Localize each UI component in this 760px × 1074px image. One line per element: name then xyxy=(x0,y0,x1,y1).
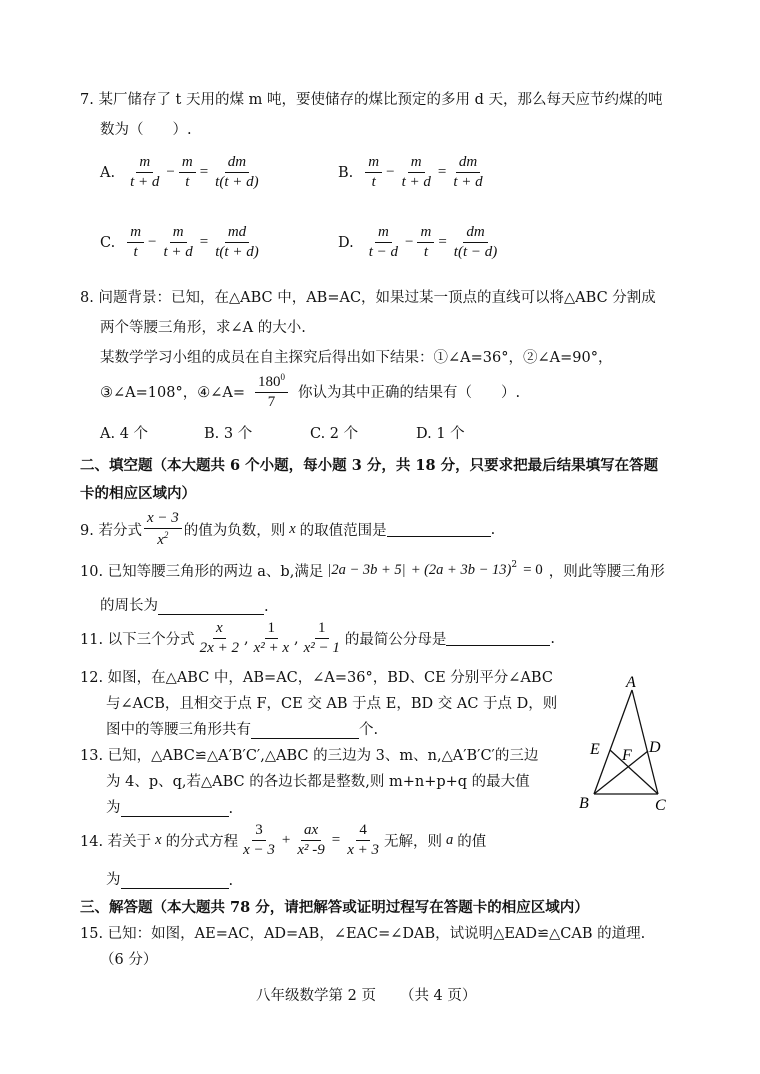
q13-answer-blank[interactable] xyxy=(121,802,229,817)
q8-line1: 8. 问题背景：已知，在△ABC 中，AB=AC，如果过某一顶点的直线可以将△ABC 分割成 xyxy=(80,290,656,306)
q15-line1: 15. 已知：如图，AE=AC，AD=AB，∠EAC=∠DAB，试说明△EAD≌△CAB 的道理. xyxy=(80,926,646,942)
q7-option-a: A. $\frac{m}{t + d}$ − $\frac{m}{t}$ = $\frac{dm}{t(t + d)}$ xyxy=(100,154,264,192)
q14-fraction-3: $\frac{4}{x + 3}$ xyxy=(347,822,380,859)
q7-option-c: C. $\frac{m}{t}$ − $\frac{m}{t + d}$ = $\frac{md}{t(t + d)}$ xyxy=(100,224,264,262)
q10-answer-blank[interactable] xyxy=(158,600,264,615)
page-footer xyxy=(256,984,476,1005)
triangle-figure xyxy=(572,672,682,822)
q12-answer-blank[interactable] xyxy=(251,724,359,739)
q10-line1: 10. 已知等腰三角形的两边 a、b,满足 |2a − 3b + 5| + (2a + 3b − 13) $^2$ = 0 ，则此等腰三角形 xyxy=(80,560,665,580)
vertex-label-a: A xyxy=(626,674,636,691)
q14-line1: 14. 若关于 x 的分式方程 $\frac{3}{x - 3}$ + $\frac{ax}{\text{x² -9}}$ = $\frac{4}{x + 3}$ 无解，则 a 的值 xyxy=(80,822,487,859)
q7-line1: 7. 某厂储存了 t 天用的煤 m 吨，要使储存的煤比预定的多用 d 天，那么每天应节约煤的吨 xyxy=(80,92,663,108)
vertex-label-b: B xyxy=(579,795,589,812)
vertex-label-c: C xyxy=(655,797,666,814)
q13-line1: 13. 已知，△ABC≌△A′B′C′,△ABC 的三边为 3、m、n,△A′B′C′的三边 xyxy=(80,748,539,764)
q11: 11. 以下三个分式 $\frac{x}{2x + 2}$ , $\frac{1}{\text{x² + x}}$ , $\frac{1}{\text{x² − 1}}$ 的最简公分母是 . xyxy=(80,620,555,657)
q7-c-frac2: $\frac{m}{t + d}$ xyxy=(163,224,193,261)
q8-options xyxy=(100,422,465,443)
q11-fraction-2: $\frac{1}{\text{x² + x}}$ xyxy=(253,620,289,657)
section2-heading-line1: 二、填空题（本大题共 6 个小题，每小题 3 分，共 18 分，只要求把最后结果填写在答题 xyxy=(80,457,659,474)
q7-c-frac1: $\frac{m}{t}$ xyxy=(127,224,144,262)
footer-total-pages: （共 4 页） xyxy=(399,988,477,1004)
q7-a-frac3: $\frac{dm}{t(t + d)}$ xyxy=(215,154,259,191)
q14-fraction-1: $\frac{3}{x - 3}$ xyxy=(243,822,275,859)
q12-line2: 与∠ACB，且相交于点 F，CE 交 AB 于点 E，BD 交 AC 于点 D，则 xyxy=(106,696,558,712)
q7-option-c-label: C. xyxy=(100,234,116,251)
vertex-label-e: E xyxy=(590,741,600,758)
q7-option-b-label: B. xyxy=(338,164,354,181)
q8-option-b: B. 3 个 xyxy=(204,426,253,442)
q8-line4: ③∠A=108°，④∠A= $\frac{180^0}{7}$ 你认为其中正确的结果有（ ）. xyxy=(100,372,521,411)
q12-line3: 图中的等腰三角形共有 个. xyxy=(106,722,379,738)
section3-heading: 三、解答题（本大题共 78 分，请把解答或证明过程写在答题卡的相应区域内） xyxy=(80,899,589,916)
q8-option-c: C. 2 个 xyxy=(310,426,359,442)
q7-option-b: B. $\frac{m}{t}$ − $\frac{m}{t + d}$ = $\frac{dm}{t + d}$ xyxy=(338,154,488,192)
q7-d-frac3: $\frac{dm}{t(t - d)}$ xyxy=(453,224,498,261)
q7-a-frac1: $\frac{m}{t + d}$ xyxy=(130,154,160,191)
q14-answer-blank[interactable] xyxy=(121,874,229,889)
q8-option-d: D. 1 个 xyxy=(416,426,465,442)
q11-fraction-3: $\frac{1}{\text{x² − 1}}$ xyxy=(303,620,340,657)
q8-angle-fraction: $\frac{180^0}{7}$ xyxy=(255,372,288,412)
vertex-label-f: F xyxy=(622,747,632,764)
vertex-label-d: D xyxy=(649,739,661,756)
q8-option-a: A. 4 个 xyxy=(100,426,149,442)
q13-line3: 为 . xyxy=(106,800,234,817)
q11-answer-blank[interactable] xyxy=(446,631,550,646)
q13-line2: 为 4、p、q,若△ABC 的各边长都是整数,则 m+n+p+q 的最大值 xyxy=(106,774,530,790)
q7-b-frac3: $\frac{dm}{t + d}$ xyxy=(453,154,483,191)
q8-line2: 两个等腰三角形，求∠A 的大小. xyxy=(100,320,306,336)
q15-line2: （6 分） xyxy=(100,952,158,968)
q9: 9. 若分式 $\frac{x - 3}{x^2}$ 的值为负数，则 x 的取值范围是 . xyxy=(80,510,496,549)
section2-heading-line2: 卡的相应区域内） xyxy=(80,485,196,502)
q7-b-frac1: $\frac{m}{t}$ xyxy=(365,154,382,192)
footer-page-number: 八年级数学第 2 页 xyxy=(256,988,376,1004)
q7-d-frac2: $\frac{m}{t}$ xyxy=(417,224,434,262)
q12-line1: 12. 如图，在△ABC 中，AB=AC，∠A=36°，BD、CE 分别平分∠ABC xyxy=(80,670,553,686)
q8-line3: 某数学学习小组的成员在自主探究后得出如下结果：①∠A=36°，②∠A=90°， xyxy=(100,350,613,366)
q14-line2: 为 . xyxy=(106,872,234,889)
q7-b-frac2: $\frac{m}{t + d}$ xyxy=(401,154,431,191)
q7-c-frac3: $\frac{md}{t(t + d)}$ xyxy=(215,224,259,261)
q7-a-frac2: $\frac{m}{t}$ xyxy=(179,154,196,192)
q9-answer-blank[interactable] xyxy=(387,522,491,537)
q7-option-a-label: A. xyxy=(100,164,116,181)
q7-line2: 数为（ ）. xyxy=(100,122,192,138)
q9-fraction: $\frac{x - 3}{x^2}$ xyxy=(144,510,182,550)
q14-fraction-2: $\frac{ax}{\text{x² -9}}$ xyxy=(297,822,325,859)
q10-line2: 的周长为 . xyxy=(100,598,269,615)
q7-option-d-label: D. xyxy=(338,234,354,251)
q7-option-d: D. $\frac{m}{t - d}$ − $\frac{m}{t}$ = $\frac{dm}{t(t - d)}$ xyxy=(338,224,502,262)
q11-fraction-1: $\frac{x}{2x + 2}$ xyxy=(199,620,239,657)
q7-d-frac1: $\frac{m}{t - d}$ xyxy=(368,224,399,261)
